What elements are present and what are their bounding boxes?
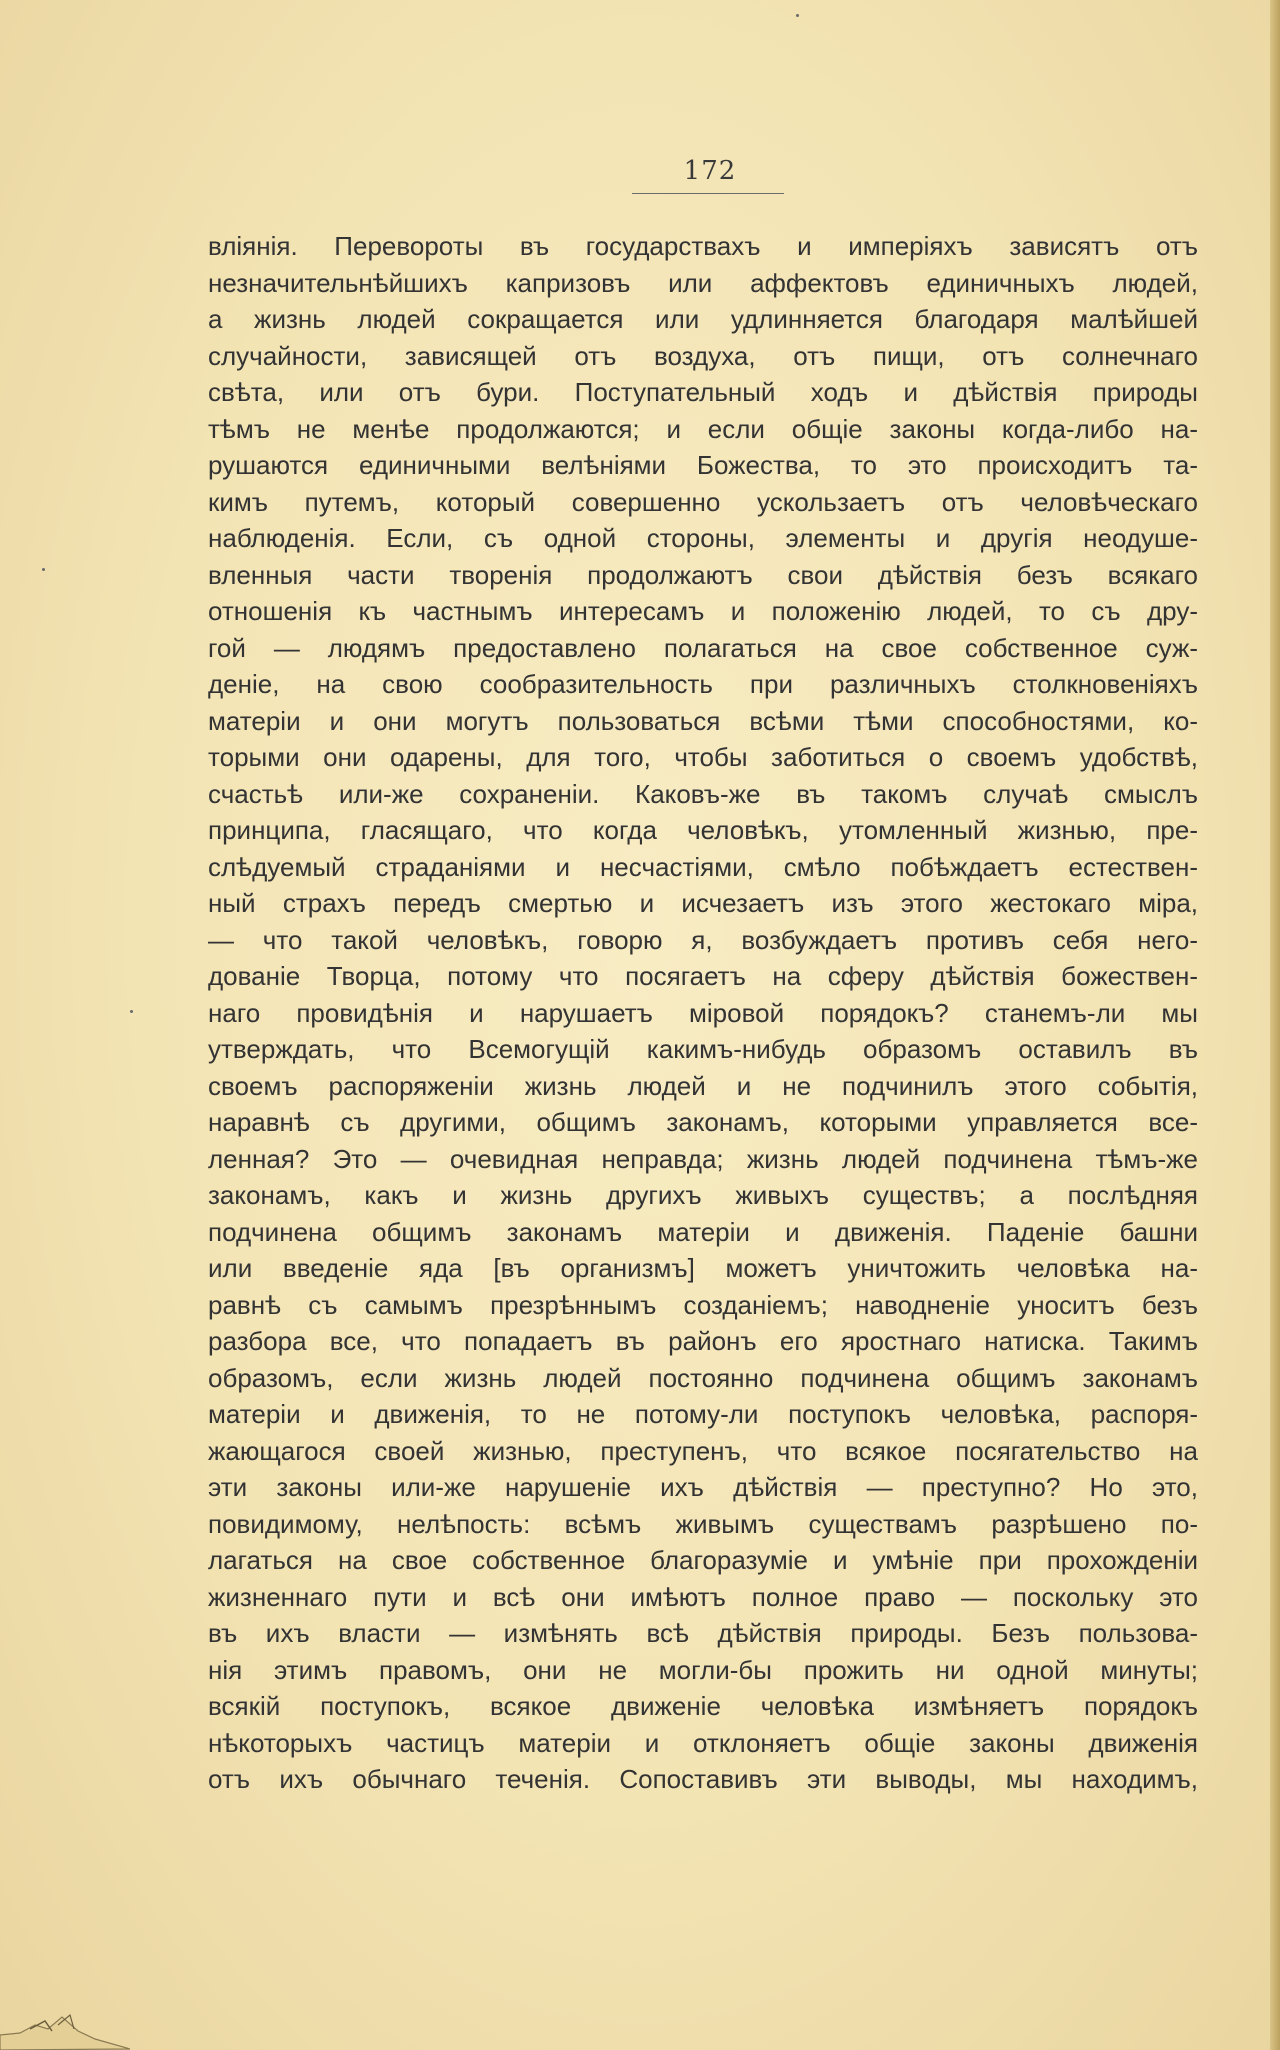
text-line: наго провидѣнія и нарушаетъ міровой порядокъ? станемъ-ли мы <box>208 997 1198 1028</box>
text-line: повидимому, нелѣпость: всѣмъ живымъ существамъ разрѣшено по- <box>208 1508 1198 1539</box>
text-line: отъ ихъ обычнаго теченія. Сопоставивъ эти выводы, мы находимъ, <box>208 1764 1198 1794</box>
text-line: всякій поступокъ, всякое движеніе человѣка измѣняетъ порядокъ <box>208 1691 1198 1721</box>
text-line: наравнѣ съ другими, общимъ законамъ, которыми управляется все- <box>208 1107 1198 1137</box>
text-line: матеріи и они могутъ пользоваться всѣми тѣми способностями, ко- <box>208 705 1198 736</box>
text-line: законамъ, какъ и жизнь другихъ живыхъ существъ; а послѣдняя <box>208 1180 1198 1210</box>
text-line: подчинена общимъ законамъ матеріи и движенія. Паденіе башни <box>208 1216 1198 1247</box>
text-line: равнѣ съ самымъ презрѣннымъ созданіемъ; наводненіе уноситъ безъ <box>208 1289 1198 1320</box>
text-line: вленныя части творенія продолжаютъ свои дѣйствія безъ всякаго <box>208 559 1198 590</box>
text-line: принципа, гласящаго, что когда человѣкъ, утомленный жизнью, пре- <box>208 815 1198 845</box>
text-line: торыми они одарены, для того, чтобы заботиться о своемъ удобствѣ, <box>208 742 1198 772</box>
paper-speck <box>796 14 799 17</box>
page-edge <box>1270 0 1280 2050</box>
paper-speck <box>42 568 45 571</box>
text-line: незначительнѣйшихъ капризовъ или аффектовъ единичныхъ людей, <box>208 267 1198 298</box>
text-line: образомъ, если жизнь людей постоянно подчинена общимъ законамъ <box>208 1362 1198 1393</box>
text-line: кимъ путемъ, который совершенно ускользаетъ отъ человѣческаго <box>208 486 1198 517</box>
text-line: а жизнь людей сокращается или удлинняется благодаря малѣйшей <box>208 304 1198 334</box>
text-line: утверждать, что Всемогущій какимъ-нибудь образомъ оставилъ въ <box>208 1034 1198 1064</box>
text-line: свѣта, или отъ бури. Поступательный ходъ и дѣйствія природы <box>208 377 1198 407</box>
text-line: вліянія. Перевороты въ государствахъ и имперіяхъ зависятъ отъ <box>208 231 1198 261</box>
text-line: въ ихъ власти — измѣнять всѣ дѣйствія природы. Безъ пользова- <box>208 1618 1198 1648</box>
header-rule <box>632 193 784 194</box>
text-line: отношенія къ частнымъ интересамъ и положенію людей, то съ дру- <box>208 596 1198 626</box>
text-line: лагаться на свое собственное благоразуміе и умѣніе при прохожденіи <box>208 1545 1198 1575</box>
text-line: жизненнаго пути и всѣ они имѣютъ полное право — поскольку это <box>208 1581 1198 1612</box>
corner-tear-mark <box>0 1995 130 2050</box>
paper-speck <box>130 1010 133 1013</box>
text-line: дованіе Творца, потому что посягаетъ на сферу дѣйствія божествен- <box>208 961 1198 991</box>
text-line: нія этимъ правомъ, они не могли-бы прожить ни одной минуты; <box>208 1654 1198 1685</box>
text-line: нѣкоторыхъ частицъ матеріи и отклоняетъ общіе законы движенія <box>208 1727 1198 1758</box>
text-line: своемъ распоряженіи жизнь людей и не подчинилъ этого событія, <box>208 1070 1198 1101</box>
text-line: тѣмъ не менѣе продолжаются; и если общіе законы когда-либо на- <box>208 413 1198 444</box>
text-line: деніе, на свою сообразительность при различныхъ столкновеніяхъ <box>208 669 1198 699</box>
text-line: наблюденія. Если, съ одной стороны, элементы и другія неодуше- <box>208 523 1198 553</box>
text-line: ный страхъ передъ смертью и исчезаетъ изъ этого жестокаго міра, <box>208 888 1198 918</box>
text-line: жающагося своей жизнью, преступенъ, что всякое посягательство на <box>208 1435 1198 1466</box>
text-line: матеріи и движенія, то не потому-ли поступокъ человѣка, распоря- <box>208 1399 1198 1429</box>
text-line: или введеніе яда [въ организмъ] можетъ уничтожить человѣка на- <box>208 1253 1198 1283</box>
text-line: ленная? Это — очевидная неправда; жизнь людей подчинена тѣмъ-же <box>208 1143 1198 1174</box>
body-text <box>208 228 1198 1798</box>
text-line: рушаются единичными велѣніями Божества, то это происходитъ та- <box>208 450 1198 480</box>
page-number: 172 <box>683 156 737 186</box>
text-line: случайности, зависящей отъ воздуха, отъ пищи, отъ солнечнаго <box>208 340 1198 371</box>
text-line: слѣдуемый страданіями и несчастіями, смѣло побѣждаетъ естествен- <box>208 851 1198 882</box>
text-line: эти законы или-же нарушеніе ихъ дѣйствія — преступно? Но это, <box>208 1472 1198 1502</box>
text-line: разбора все, что попадаетъ въ районъ его яростнаго натиска. Такимъ <box>208 1326 1198 1356</box>
text-line: счастьѣ или-же сохраненіи. Каковъ-же въ такомъ случаѣ смыслъ <box>208 778 1198 809</box>
text-line: гой — людямъ предоставлено полагаться на свое собственное суж- <box>208 632 1198 663</box>
text-line: — что такой человѣкъ, говорю я, возбуждаетъ противъ себя него- <box>208 924 1198 955</box>
